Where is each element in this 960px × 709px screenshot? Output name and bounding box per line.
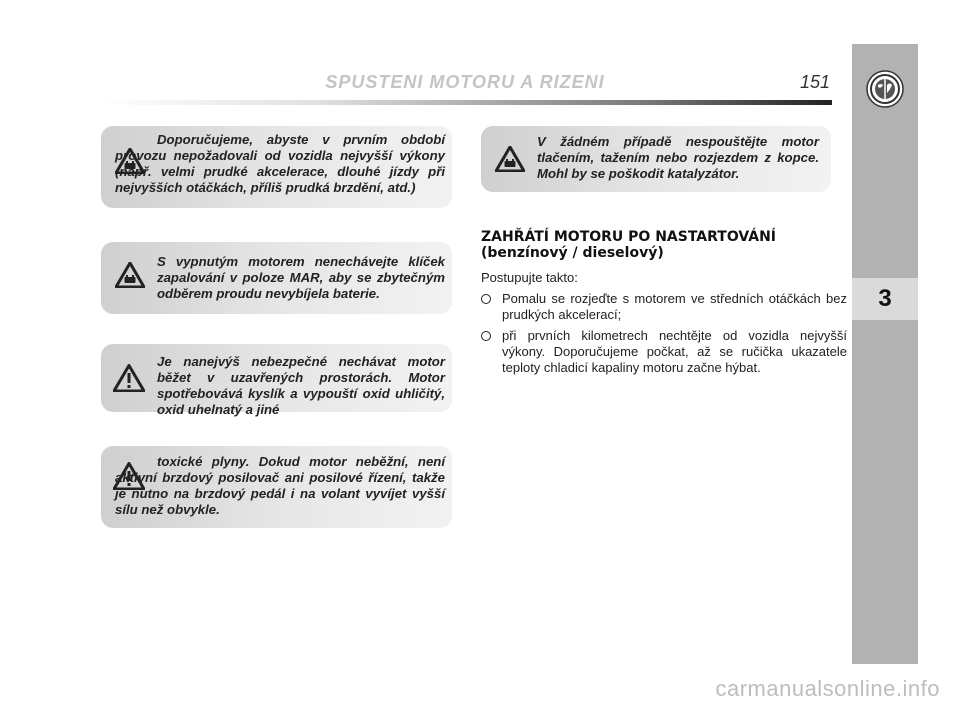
page-number: 151 (799, 72, 830, 92)
list-item (481, 328, 847, 378)
section-heading (481, 229, 841, 261)
car-battery-warning-icon (495, 146, 525, 172)
section-heading-subtitle: (benzínový / dieselový) (481, 245, 664, 261)
list-item (481, 291, 847, 325)
warning-box (481, 126, 831, 192)
warning-text: V žádném případě nespouštějte motor tlačením, tažením nebo rozjezdem z kopce. Mohl by se poškodit katalyzátor. (537, 134, 819, 181)
section-heading-line: ZAHŘÁTÍ MOTORU PO NASTARTOVÁNÍ (481, 229, 777, 245)
chapter-sidebar-tab (852, 44, 918, 664)
warning-text: S vypnutým motorem nenechávejte klíček zapalování v poloze MAR, aby se zbytečným odběrem proudu nevybíjela baterie. (157, 254, 445, 301)
header-rule (100, 100, 832, 105)
warning-text: toxické plyny. Dokud motor neběžní, není aktivní brzdový posilovač ani posilové řízení, takže je nutno na brzdový pedál i na volant vyvíjet vyšší sílu než obvykle. (115, 454, 445, 517)
warning-box (101, 126, 452, 208)
brand-logo-icon (866, 70, 904, 108)
warning-text: Je nanejvýš nebezpečné nechávat motor běžet v uzavřených prostorách. Motor spotřebovává kyslík a vypouští oxid uhličitý, oxid uhelnatý a jiné (157, 354, 445, 417)
car-battery-warning-icon (115, 262, 145, 288)
warning-box (101, 242, 452, 314)
chapter-number: 3 (852, 278, 918, 320)
warning-box (101, 344, 452, 417)
list-item-text: Pomalu se rozjeďte s motorem ve středních otáčkách bez prudkých akcelerací; (502, 291, 847, 322)
warning-text: Doporučujeme, abyste v prvním období provozu nepožadovali od vozidla nejvyšší výkony (např. velmi prudké akcelerace, dlouhé jízdy při nejvyšších otáčkách, příliš prudká brzdění, atd.) (115, 132, 445, 195)
watermark: carmanualsonline.info (715, 676, 940, 701)
bullet-icon (481, 331, 491, 341)
warning-box (101, 446, 452, 528)
exclamation-warning-icon (113, 364, 145, 392)
list-item-text: při prvních kilometrech nechtějte od vozidla nejvyšší výkony. Doporučujeme počkat, až se ručička ukazatele teploty chladicí kapaliny motoru začne hýbat. (502, 328, 847, 375)
bullet-icon (481, 294, 491, 304)
section-intro: Postupujte takto: (481, 270, 578, 285)
page-header-title: SPUSTENI MOTORU A RIZENI (325, 72, 605, 92)
